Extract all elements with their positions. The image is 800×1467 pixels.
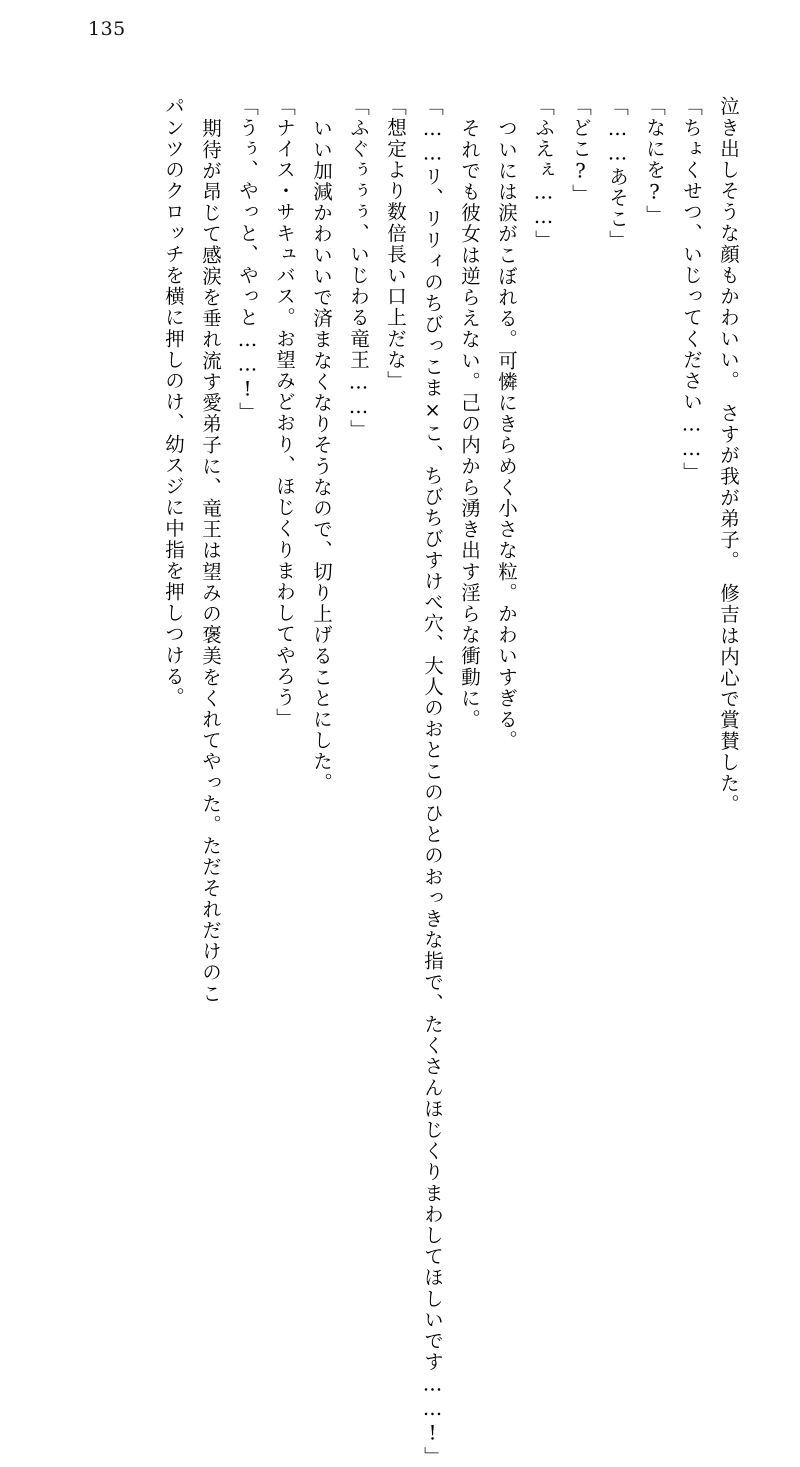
text-column: 「ちょくせつ、いじってください……」 xyxy=(680,96,703,483)
text-column: 「うぅ、やっと、やっと……!」 xyxy=(236,96,259,423)
text-column: 「ナイス・サキュバス。お望みどおり、ほじくりまわしてやろう」 xyxy=(273,96,296,729)
text-column: 「なにを?」 xyxy=(643,96,666,227)
text-column: ついには涙がこぼれる。可憐にきらめく小さな粒。かわいすぎる。 xyxy=(495,118,518,751)
vertical-text-body xyxy=(62,96,740,1467)
text-column: 「ふえぇ……」 xyxy=(532,96,555,251)
text-column: 「想定より数倍長い口上だな」 xyxy=(384,96,407,392)
text-column: 泣き出しそうな顔もかわいい。 さすが我が弟子。 修吉は内心で賞賛した。 xyxy=(717,96,740,815)
text-column: 「どこ?」 xyxy=(569,96,592,205)
text-column: いい加減かわいいで済まなくなりそうなので、切り上げることにした。 xyxy=(310,118,333,794)
text-column: 「ふぐぅぅぅ、いじわる竜王……」 xyxy=(347,96,370,441)
page-number: 135 xyxy=(88,18,126,40)
text-column: 「……あそこ」 xyxy=(606,96,629,251)
text-column: パンツのクロッチを横に押しのけ、幼スジに中指を押しつける。 xyxy=(162,96,185,708)
text-column: それでも彼女は逆らえない。己の内から湧き出す淫らな衝動に。 xyxy=(458,118,481,730)
text-column: 「……リ、リリィのちびっこま×こ、ちびちびすけべ穴、大人のおとこのひとのおっきな指で、たくさんほじくりまわしてほしいです……!」 xyxy=(421,96,444,1467)
text-column: 期待が昂じて感涙を垂れ流す愛弟子に、竜王は望みの褒美をくれてやった。ただそれだけのこ xyxy=(199,118,222,1005)
